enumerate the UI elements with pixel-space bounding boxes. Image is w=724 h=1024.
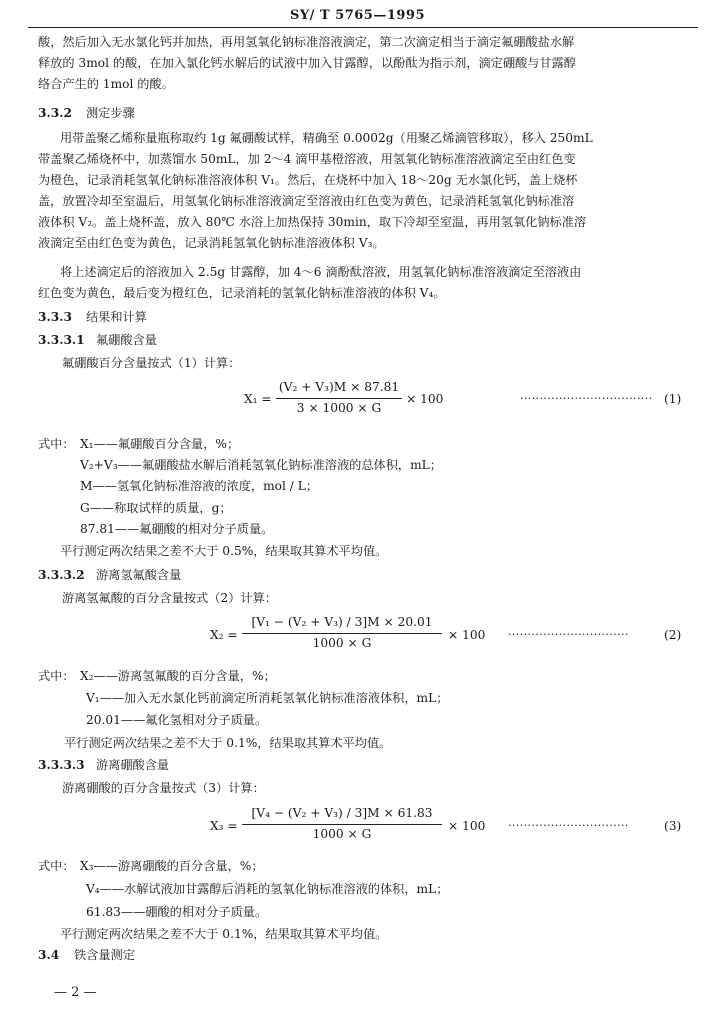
variable-definition: 87.81——氟硼酸的相对分子质量。 <box>80 522 274 536</box>
procedure-line: 盖，放置冷却至室温后，用氢氧化钠标准溶液滴定至溶液由红色变为黄色，记录消耗氢氧化钠标准溶 <box>38 194 575 208</box>
intro-line-1: 酸，然后加入无水氯化钙并加热，再用氢氧化钠标准溶液滴定，第二次滴定相当于滴定氟硼酸盐水解 <box>38 35 575 49</box>
formula-intro: 游离硼酸的百分含量按式（3）计算： <box>62 781 265 795</box>
page-number: — 2 — <box>54 985 97 1000</box>
section-number-3-3-3-3: 3.3.3.3 <box>38 758 85 772</box>
variable-definition: 20.01——氟化氢相对分子质量。 <box>86 713 268 727</box>
section-number-3-3-3-2: 3.3.3.2 <box>38 568 85 582</box>
procedure-line: 将上述滴定后的溶液加入 2.5g 甘露醇，加 4～6 滴酚酞溶液，用氢氧化钠标准溶液滴定至溶液由 <box>60 265 582 279</box>
where-label: 式中： <box>38 859 75 873</box>
formula-1-leader-dots: ·································· <box>520 392 653 405</box>
formula-3-factor: × 100 <box>448 819 486 833</box>
formula-2-denominator: 1000 × G <box>312 636 372 650</box>
formula-3-lhs: X₃ = <box>210 819 238 833</box>
intro-line-3: 络合产生的 1mol 的酸。 <box>38 77 174 91</box>
procedure-line: 带盖聚乙烯烧杯中，加蒸馏水 50mL，加 2～4 滴甲基橙溶液，用氢氧化钠标准溶液滴定至由红色变 <box>38 152 576 166</box>
formula-3-leader-dots: ······························· <box>508 819 629 832</box>
variable-definition: M——氢氧化钠标准溶液的浓度，mol / L； <box>80 479 319 493</box>
section-title-3-3-3-3: 游离硼酸含量 <box>96 758 170 772</box>
variable-definition: X₁——氟硼酸百分含量，%； <box>80 437 240 451</box>
document-code-header: SY/ T 5765—1995 <box>290 8 426 23</box>
variable-definition: V₄——水解试液加甘露醇后消耗的氢氧化钠标准溶液的体积，mL； <box>86 882 449 896</box>
section-title-3-3-3-2: 游离氢氟酸含量 <box>96 568 182 582</box>
formula-1-denominator: 3 × 1000 × G <box>296 401 382 415</box>
variable-definition: 61.83——硼酸的相对分子质量。 <box>86 905 268 919</box>
intro-line-2: 释放的 3mol 的酸，在加入氯化钙水解后的试液中加入甘露醇，以酚酞为指示剂，滴定硼酸与甘露醇 <box>38 56 576 70</box>
formula-2-factor: × 100 <box>448 628 486 642</box>
procedure-line: 用带盖聚乙烯称量瓶称取约 1g 氟硼酸试样，精确至 0.0002g（用聚乙烯滴管移取），移入 250mL <box>60 131 593 145</box>
formula-2-lhs: X₂ = <box>210 628 238 642</box>
variable-definition: X₃——游离硼酸的百分含量，%； <box>80 859 264 873</box>
formula-3-denominator: 1000 × G <box>312 827 372 841</box>
formula-2-fraction-bar <box>242 633 442 634</box>
formula-3-number: (3) <box>664 819 682 833</box>
procedure-line: 液体积 V₂。盖上烧杯盖，放入 80℃ 水浴上加热保持 30min，取下冷却至室温，再用氢氧化钠标准溶 <box>38 215 587 229</box>
formula-3-fraction-bar <box>242 824 442 825</box>
formula-intro: 游离氢氟酸的百分含量按式（2）计算： <box>62 591 277 605</box>
procedure-line: 为橙色，记录消耗氢氧化钠标准溶液体积 V₁。然后，在烧杯中加入 18～20g 无水氯化钙，盖上烧杯 <box>38 173 578 187</box>
precision-note: 平行测定两次结果之差不大于 0.1%，结果取其算术平均值。 <box>64 736 392 750</box>
section-number-3-4: 3.4 <box>38 948 60 962</box>
formula-1-number: (1) <box>664 392 682 406</box>
formula-3-numerator: [V₄ − (V₂ + V₃) / 3]M × 61.83 <box>251 806 433 820</box>
section-number-3-3-3-1: 3.3.3.1 <box>38 333 85 347</box>
formula-2-number: (2) <box>664 628 682 642</box>
variable-definition: V₂+V₃——氟硼酸盐水解后消耗氢氧化钠标准溶液的总体积，mL； <box>80 458 442 472</box>
where-label: 式中： <box>38 437 75 451</box>
section-title-3-3-3: 结果和计算 <box>86 310 147 324</box>
formula-1-lhs: X₁ = <box>244 392 272 406</box>
variable-definition: V₁——加入无水氯化钙前滴定所消耗氢氧化钠标准溶液体积，mL； <box>86 691 449 705</box>
where-label: 式中： <box>38 669 75 683</box>
section-title-3-3-3-1: 氟硼酸含量 <box>96 333 157 347</box>
section-title-3-4: 铁含量测定 <box>74 948 135 962</box>
variable-definition: G——称取试样的质量，g； <box>80 501 232 515</box>
section-number-3-3-3: 3.3.3 <box>38 310 72 324</box>
precision-note: 平行测定两次结果之差不大于 0.1%，结果取其算术平均值。 <box>60 927 388 941</box>
formula-1-numerator: (V₂ + V₃)M × 87.81 <box>278 380 400 394</box>
section-title-3-3-2: 测定步骤 <box>86 106 135 120</box>
formula-2-numerator: [V₁ − (V₂ + V₃) / 3]M × 20.01 <box>251 615 433 629</box>
formula-intro: 氟硼酸百分含量按式（1）计算： <box>62 356 241 370</box>
variable-definition: X₂——游离氢氟酸的百分含量，%； <box>80 669 276 683</box>
procedure-line: 红色变为黄色，最后变为橙红色，记录消耗的氢氧化钠标准溶液的体积 V₄。 <box>38 286 446 300</box>
procedure-line: 液滴定至由红色变为黄色，记录消耗氢氧化钠标准溶液体积 V₃。 <box>38 236 385 250</box>
formula-1-fraction-bar <box>276 398 402 399</box>
section-number-3-3-2: 3.3.2 <box>38 106 72 120</box>
header-rule <box>28 27 698 28</box>
formula-1-factor: × 100 <box>406 392 444 406</box>
formula-2-leader-dots: ······························· <box>508 628 629 641</box>
precision-note: 平行测定两次结果之差不大于 0.5%，结果取其算术平均值。 <box>60 544 388 558</box>
